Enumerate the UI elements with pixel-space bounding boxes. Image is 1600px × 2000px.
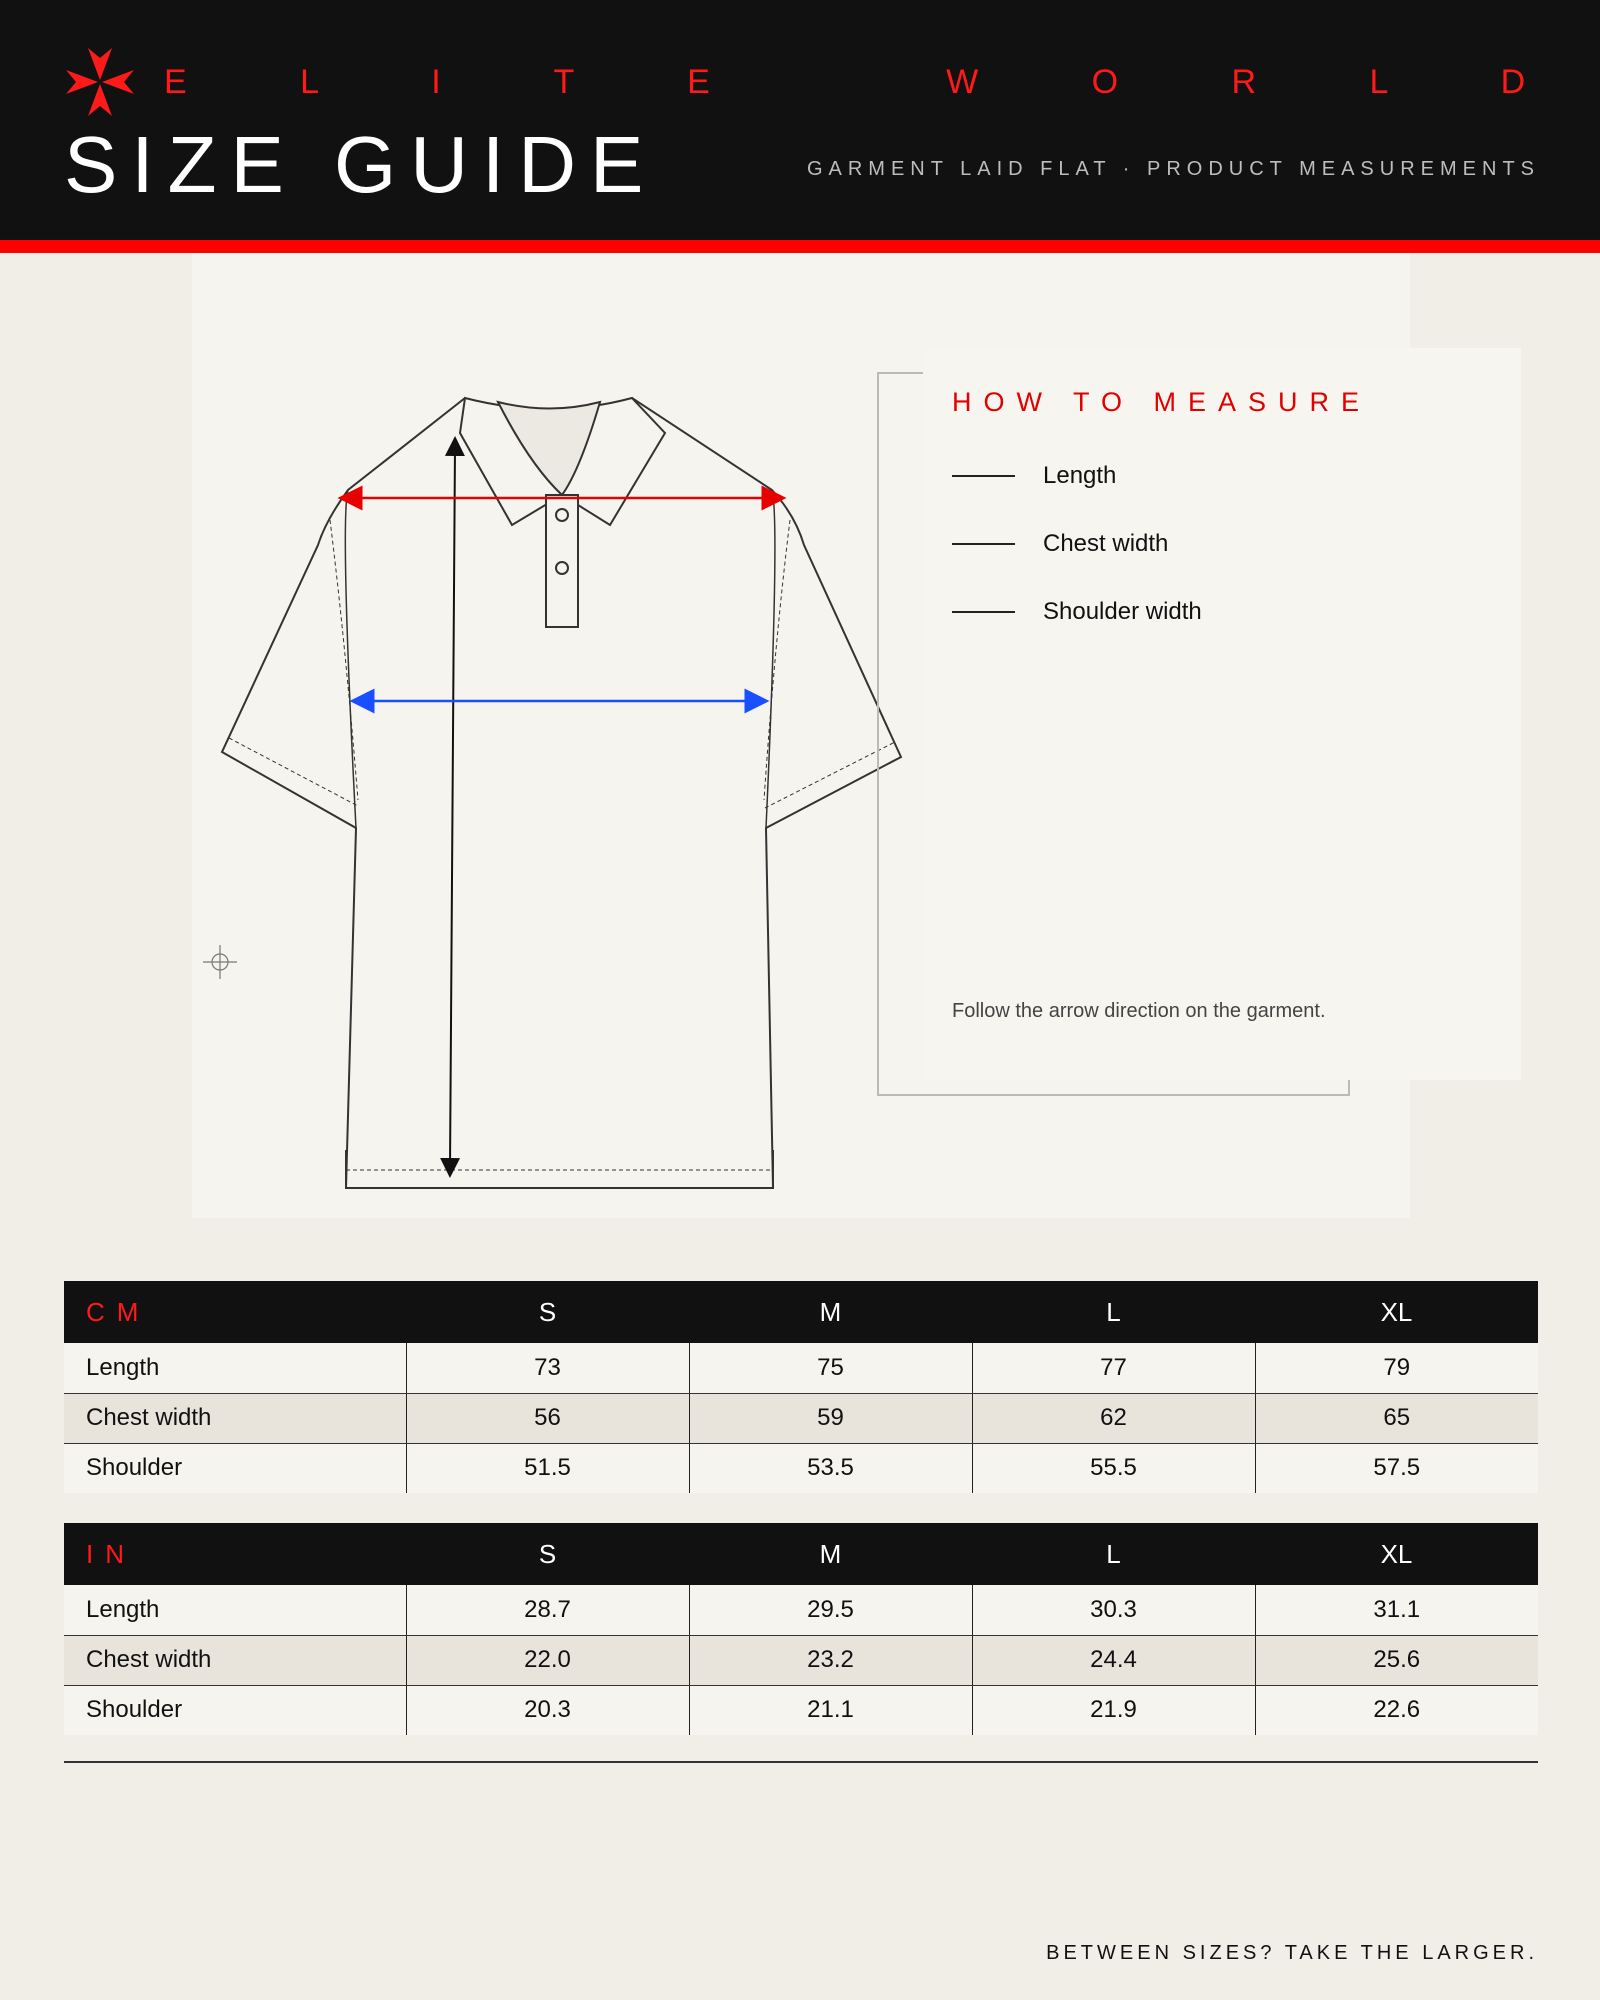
table-cell: 24.4 xyxy=(972,1635,1255,1685)
table-row xyxy=(64,1635,1538,1685)
unit-label: IN xyxy=(64,1523,406,1585)
size-table-in xyxy=(64,1523,1538,1735)
table-header-row xyxy=(64,1281,1538,1343)
table-cell: 77 xyxy=(972,1343,1255,1393)
footer-note: BETWEEN SIZES? TAKE THE LARGER. xyxy=(1046,1942,1538,1964)
table-cell: 25.6 xyxy=(1255,1635,1538,1685)
size-header: S xyxy=(406,1523,689,1585)
legend-item-length xyxy=(952,461,1116,491)
length-arrow xyxy=(450,446,455,1168)
size-header: XL xyxy=(1255,1281,1538,1343)
table-cell: 53.5 xyxy=(689,1443,972,1493)
table-header-row xyxy=(64,1523,1538,1585)
page-title: SIZE GUIDE xyxy=(64,120,658,209)
table-cell: 31.1 xyxy=(1255,1585,1538,1635)
table-cell: 79 xyxy=(1255,1343,1538,1393)
size-header: M xyxy=(689,1523,972,1585)
row-label: Length xyxy=(64,1585,406,1635)
table-cell: 21.9 xyxy=(972,1685,1255,1735)
table-cell: 75 xyxy=(689,1343,972,1393)
size-header: XL xyxy=(1255,1523,1538,1585)
table-cell: 73 xyxy=(406,1343,689,1393)
page-subtitle: GARMENT LAID FLAT · PRODUCT MEASUREMENTS xyxy=(806,158,1540,180)
legend-item-shoulder-width xyxy=(952,597,1202,627)
table-row xyxy=(64,1443,1538,1493)
brand-name: E L I T E W O R L D xyxy=(164,63,1578,101)
table-row xyxy=(64,1393,1538,1443)
table-cell: 30.3 xyxy=(972,1585,1255,1635)
legend-label: Shoulder width xyxy=(1043,598,1202,625)
legend-line xyxy=(952,543,1015,545)
table-cell: 21.1 xyxy=(689,1685,972,1735)
table-cell: 28.7 xyxy=(406,1585,689,1635)
table-cell: 62 xyxy=(972,1393,1255,1443)
measure-note: Follow the arrow direction on the garment. xyxy=(952,1000,1326,1022)
table-row xyxy=(64,1685,1538,1735)
table-row xyxy=(64,1585,1538,1635)
size-header: L xyxy=(972,1281,1255,1343)
table-cell: 20.3 xyxy=(406,1685,689,1735)
row-label: Chest width xyxy=(64,1393,406,1443)
size-header: M xyxy=(689,1281,972,1343)
crosshair-icon xyxy=(203,945,237,979)
table-cell: 29.5 xyxy=(689,1585,972,1635)
size-header: L xyxy=(972,1523,1255,1585)
table-row xyxy=(64,1343,1538,1393)
legend-label: Chest width xyxy=(1043,530,1169,557)
row-label: Shoulder xyxy=(64,1685,406,1735)
table-cell: 57.5 xyxy=(1255,1443,1538,1493)
table-cell: 51.5 xyxy=(406,1443,689,1493)
legend-item-chest-width xyxy=(952,529,1168,559)
legend-line xyxy=(952,611,1015,613)
row-label: Length xyxy=(64,1343,406,1393)
shirt-outline xyxy=(222,398,901,1188)
table-cell: 65 xyxy=(1255,1393,1538,1443)
legend-label: Length xyxy=(1043,462,1117,489)
table-cell: 59 xyxy=(689,1393,972,1443)
unit-label: CM xyxy=(64,1281,406,1343)
how-to-measure-title: HOW TO MEASURE xyxy=(952,387,1372,417)
table-cell: 23.2 xyxy=(689,1635,972,1685)
bottom-divider xyxy=(64,1761,1538,1763)
size-table-cm xyxy=(64,1281,1538,1493)
row-label: Shoulder xyxy=(64,1443,406,1493)
table-cell: 55.5 xyxy=(972,1443,1255,1493)
table-cell: 22.6 xyxy=(1255,1685,1538,1735)
size-header: S xyxy=(406,1281,689,1343)
table-cell: 56 xyxy=(406,1393,689,1443)
row-label: Chest width xyxy=(64,1635,406,1685)
legend-line xyxy=(952,475,1015,477)
how-to-measure-card xyxy=(923,348,1521,1080)
table-cell: 22.0 xyxy=(406,1635,689,1685)
